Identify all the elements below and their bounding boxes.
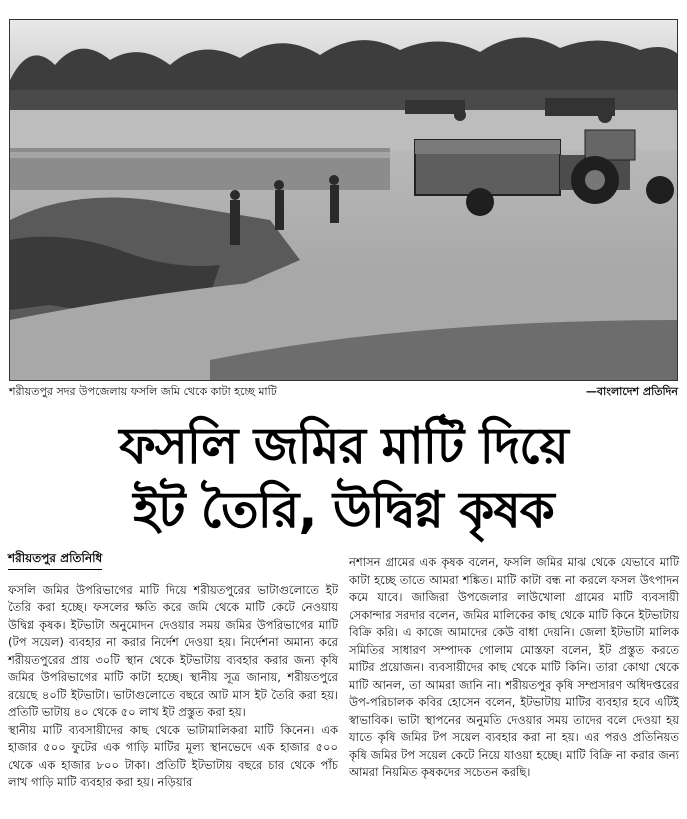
headline-line-2: ইট তৈরি, উদ্বিগ্ন কৃষক xyxy=(133,481,554,539)
headline-line-1: ফসলি জমির মাটি দিয়ে xyxy=(119,417,568,475)
article-paragraph: ফসলি জমির উপরিভাগের মাটি দিয়ে শরীয়তপুরের ভাটাগুলোতে ইট তৈরি করা হচ্ছে। ফসলের ক্ষতি করে জমি থেকে মাটি কেটে নেওয়ায় উদ্বিগ্ন কৃষক। ইটভাটা অনুমোদন দেওয়ার সময় জমির উপরিভাগের মাটি (টপ সয়েল) ব্যবহার না করার নির্দেশ দেওয়া হয়। নির্দেশনা অমান্য করে শরীয়তপুরের প্রায় ৩০টি স্থান থেকে ইটভাটায় ব্যবহার করার জন্য কৃষি জমির উপরিভাগের মাটি কাটা হচ্ছে। স্থানীয় সূত্র জানায়, শরীয়তপুরে রয়েছে ৪০টি ইটভাটা। ভাটাগুলোতে বছরে আট মাস ইট তৈরি করা হয়। প্রতিটি ভাটায় ৪০ থেকে ৫০ লাখ ইট প্রস্তুত করা হয়। xyxy=(8,582,338,719)
photo-illustration xyxy=(10,20,678,381)
article-column-right xyxy=(349,554,679,782)
photo-credit: —বাংলাদেশ প্রতিদিন xyxy=(585,385,678,398)
news-photo xyxy=(9,19,678,381)
photo-caption-row xyxy=(9,384,678,400)
headline xyxy=(0,414,687,542)
article-paragraph: নশাসন গ্রামের এক কৃষক বলেন, ফসলি জমির মাঝ থেকে যেভাবে মাটি কাটা হচ্ছে তাতে আমরা শঙ্কিত। মাটি কাটা বন্ধ না করলে ফসল উৎপাদন কমে যাবে। জাজিরা উপজেলার লাউখোলা গ্রামের মাটি ব্যবসায়ী সেকান্দার সরদার বলেন, জমির মালিকের কাছ থেকে মাটি কিনে ইটভাটায় বিক্রি করি। এ কাজে আমাদের কেউ বাধা দেয়নি। জেলা ইটভাটা মালিক সমিতির সাধারণ সম্পাদক গোলাম মোস্তফা বলেন, ইট প্রস্তুত করতে মাটির প্রয়োজন। ব্যবসায়ীদের কাছ থেকে মাটি কিনি। তারা কোথা থেকে মাটি আনল, তা আমরা জানি না। শরীয়তপুর কৃষি সম্প্রসারণ অধিদপ্তরের উপ-পরিচালক কবির হোসেন বলেন, ইটভাটায় মাটির ব্যবহার হবে এটিই স্বাভাবিক। ভাটা স্থাপনের অনুমতি দেওয়ার সময় তাদের বলে দেওয়া হয় যাতে কৃষি জমির টপ সয়েল ব্যবহার করা না হয়। এর পরও প্রতিনিয়ত কৃষি জমির টপ সয়েল কেটে নিয়ে যাওয়া হচ্ছে। মাটি বিক্রি না করার জন্য আমরা নিয়মিত কৃষকদের সচেতন করছি। xyxy=(349,555,679,779)
article-column-left xyxy=(8,550,338,792)
byline: শরীয়তপুর প্রতিনিধি xyxy=(8,550,102,570)
photo-caption: শরীয়তপুর সদর উপজেলায় ফসলি জমি থেকে কাটা হচ্ছে মাটি xyxy=(9,385,277,398)
article-paragraph: স্থানীয় মাটি ব্যবসায়ীদের কাছ থেকে ভাটামালিকরা মাটি কিনেন। এক হাজার ৫০০ ফুটের এক গাড়ি মাটির মূল্য স্থানভেদে এক হাজার ৫০০ থেকে এক হাজার ৮০০ টাকা। প্রতিটি ইটভাটায় বছরে চার থেকে পাঁচ লাখ গাড়ি মাটি ব্যবহার করা হয়। নড়িয়ার xyxy=(8,722,338,789)
